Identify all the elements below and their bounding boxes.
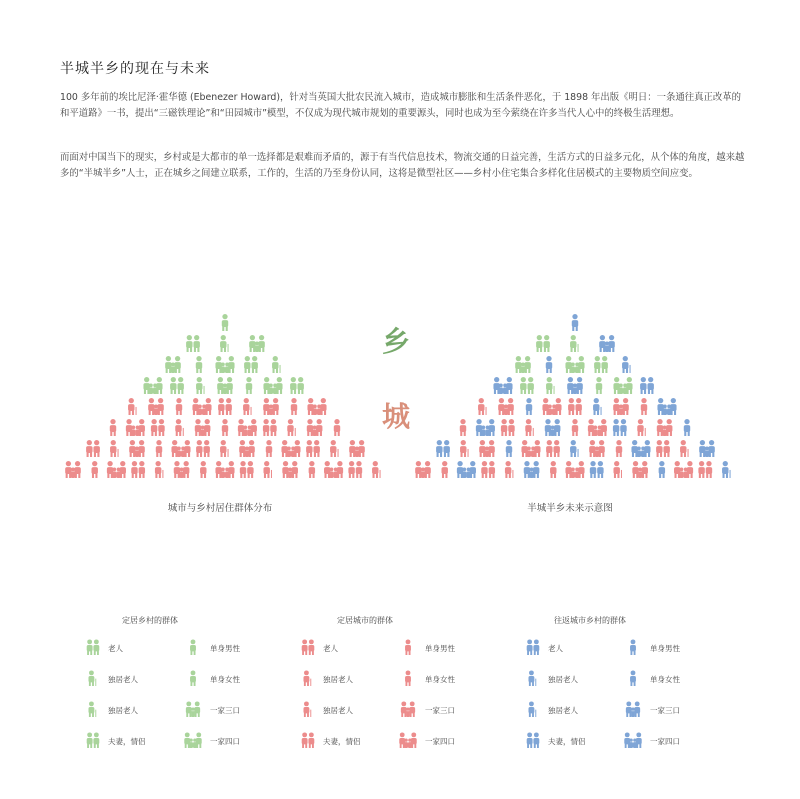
rural-label: 乡 bbox=[382, 325, 411, 358]
legend-icon bbox=[295, 697, 321, 719]
legend-glyph bbox=[528, 670, 536, 686]
current-distribution-pyramid bbox=[60, 300, 390, 485]
population-group bbox=[567, 377, 583, 394]
population-group bbox=[263, 419, 277, 436]
population-group bbox=[263, 377, 282, 394]
population-group bbox=[174, 461, 190, 478]
population-group bbox=[290, 377, 304, 394]
population-group bbox=[493, 377, 512, 394]
population-group bbox=[542, 398, 561, 415]
population-group bbox=[244, 356, 258, 373]
population-group bbox=[282, 461, 298, 478]
legend-icon bbox=[295, 666, 321, 688]
population-group bbox=[156, 440, 162, 457]
legend-icon bbox=[620, 728, 646, 750]
legend-glyph bbox=[88, 701, 96, 717]
legend-title: 往返城市乡村的群体 bbox=[554, 616, 626, 625]
population-group bbox=[165, 356, 181, 373]
population-group bbox=[479, 440, 495, 457]
legend-glyph bbox=[626, 701, 640, 717]
legend-icon bbox=[620, 635, 646, 657]
population-group bbox=[128, 398, 137, 415]
population-group bbox=[590, 461, 604, 478]
legend-label: 一家四口 bbox=[650, 737, 680, 746]
population-group bbox=[222, 419, 228, 436]
future-distribution-pyramid bbox=[410, 300, 740, 485]
population-group bbox=[175, 419, 184, 436]
legend-label: 夫妻，情侣 bbox=[108, 737, 146, 746]
legend-icon bbox=[520, 728, 546, 750]
population-group bbox=[546, 356, 552, 373]
legend-icon bbox=[180, 666, 206, 688]
population-group bbox=[249, 335, 265, 352]
legend-glyph bbox=[88, 670, 96, 686]
population-group bbox=[218, 398, 232, 415]
legend-icon bbox=[520, 697, 546, 719]
legend-icon bbox=[520, 666, 546, 688]
population-group bbox=[246, 377, 252, 394]
population-group bbox=[334, 419, 340, 436]
legend-label: 单身女性 bbox=[210, 675, 240, 684]
population-group bbox=[291, 398, 297, 415]
legend-glyph bbox=[302, 732, 315, 748]
legend-icon bbox=[180, 697, 206, 719]
population-group bbox=[545, 419, 561, 436]
population-group bbox=[613, 461, 622, 478]
population-group bbox=[170, 377, 184, 394]
legend-icon bbox=[80, 635, 106, 657]
legend-glyph bbox=[401, 701, 415, 717]
population-group bbox=[171, 440, 190, 457]
legend-glyph bbox=[184, 732, 201, 748]
legend-glyph bbox=[87, 639, 100, 655]
legend-glyph bbox=[527, 732, 540, 748]
legend-glyph bbox=[399, 732, 416, 748]
legend-label: 一家三口 bbox=[425, 706, 455, 715]
legend-icon bbox=[80, 697, 106, 719]
population-group bbox=[222, 314, 228, 331]
population-group bbox=[657, 419, 673, 436]
population-group bbox=[110, 440, 119, 457]
legend-title: 定居乡村的群体 bbox=[122, 616, 178, 625]
population-group bbox=[565, 461, 584, 478]
population-group bbox=[632, 461, 648, 478]
population-group bbox=[572, 419, 578, 436]
legend-glyph bbox=[190, 639, 196, 655]
legend-title: 定居城市的群体 bbox=[337, 616, 393, 625]
legend-label: 单身男性 bbox=[425, 644, 455, 653]
population-group bbox=[151, 419, 165, 436]
legend-label: 独居老人 bbox=[108, 675, 138, 684]
legend-icon bbox=[180, 635, 206, 657]
intro-paragraph: 100 多年前的埃比尼泽·霍华德 (Ebenezer Howard)，针对当英国大批农民流入城市，造成城市膨胀和生活条件恶化，于 1898 年出版《明日：一条通往真正改革的和平道路》一书，提出“三磁铁理论”和“田园城市”模型，不仅成为现代城市规划的重要源头，同时也成为至今萦绕在许多当代人心中的终极生活理想。 bbox=[60, 92, 742, 119]
population-group bbox=[196, 440, 210, 457]
population-group bbox=[348, 461, 362, 478]
population-group bbox=[613, 419, 627, 436]
population-group bbox=[659, 461, 665, 478]
population-group bbox=[372, 461, 381, 478]
legend-label: 独居老人 bbox=[323, 706, 353, 715]
population-group bbox=[525, 419, 534, 436]
population-group bbox=[684, 419, 690, 436]
legend-label: 夫妻，情侣 bbox=[548, 737, 586, 746]
population-group bbox=[546, 440, 560, 457]
population-group bbox=[526, 398, 532, 415]
population-group bbox=[238, 419, 257, 436]
population-group bbox=[674, 461, 693, 478]
population-group bbox=[501, 419, 515, 436]
legend-glyph bbox=[302, 639, 315, 655]
population-group bbox=[481, 461, 495, 478]
population-group bbox=[195, 419, 211, 436]
population-group bbox=[476, 419, 495, 436]
population-group bbox=[129, 440, 145, 457]
legend-icon bbox=[295, 635, 321, 657]
legend-label: 一家四口 bbox=[210, 737, 240, 746]
legend-icon bbox=[80, 728, 106, 750]
legend-icon bbox=[395, 728, 421, 750]
population-group bbox=[192, 398, 211, 415]
legend-label: 老人 bbox=[108, 644, 123, 653]
legend-icon bbox=[80, 666, 106, 688]
legend-glyph bbox=[190, 670, 196, 686]
legend-label: 夫妻，情侣 bbox=[323, 737, 361, 746]
population-group bbox=[637, 419, 646, 436]
legend-icon bbox=[620, 697, 646, 719]
population-group bbox=[599, 335, 615, 352]
population-group bbox=[131, 461, 145, 478]
legend-icon bbox=[295, 728, 321, 750]
legend-glyph bbox=[405, 639, 411, 655]
population-group bbox=[572, 314, 578, 331]
legend-label: 独居老人 bbox=[548, 706, 578, 715]
left-pyramid-caption: 城市与乡村居住群体分布 bbox=[167, 503, 273, 514]
population-group bbox=[240, 461, 254, 478]
population-group bbox=[200, 461, 206, 478]
population-group bbox=[441, 461, 447, 478]
population-group bbox=[570, 335, 579, 352]
population-group bbox=[640, 377, 654, 394]
population-group bbox=[155, 461, 164, 478]
right-pyramid-caption: 半城半乡未来示意图 bbox=[527, 503, 613, 514]
population-group bbox=[309, 461, 315, 478]
population-group bbox=[524, 461, 540, 478]
legend-icon bbox=[395, 697, 421, 719]
population-group bbox=[239, 440, 255, 457]
legend-icon bbox=[620, 666, 646, 688]
legend-label: 单身女性 bbox=[425, 675, 455, 684]
population-group bbox=[613, 377, 632, 394]
population-group bbox=[505, 461, 514, 478]
legend-label: 单身女性 bbox=[650, 675, 680, 684]
population-group bbox=[307, 398, 326, 415]
population-group bbox=[281, 440, 300, 457]
population-group bbox=[699, 440, 715, 457]
legend-label: 一家三口 bbox=[650, 706, 680, 715]
population-group bbox=[148, 398, 164, 415]
legend-label: 独居老人 bbox=[108, 706, 138, 715]
legend-glyph bbox=[527, 639, 540, 655]
population-group bbox=[521, 440, 540, 457]
population-group bbox=[588, 419, 607, 436]
population-group bbox=[641, 398, 647, 415]
legend-icon bbox=[180, 728, 206, 750]
legend-glyph bbox=[87, 732, 100, 748]
population-group bbox=[287, 419, 296, 436]
population-group bbox=[349, 440, 365, 457]
population-group bbox=[722, 461, 731, 478]
population-group bbox=[478, 398, 487, 415]
legend-glyph bbox=[630, 639, 636, 655]
population-group bbox=[266, 440, 272, 457]
population-group bbox=[176, 398, 182, 415]
legend-label: 单身男性 bbox=[650, 644, 680, 653]
legend-glyph bbox=[630, 670, 636, 686]
legend-label: 一家四口 bbox=[425, 737, 455, 746]
legend-glyph bbox=[528, 701, 536, 717]
population-group bbox=[498, 398, 514, 415]
population-group bbox=[616, 440, 622, 457]
population-group bbox=[263, 461, 272, 478]
legend-glyph bbox=[624, 732, 641, 748]
population-group bbox=[330, 440, 339, 457]
legend-glyph bbox=[186, 701, 200, 717]
legend-glyph bbox=[405, 670, 411, 686]
population-group bbox=[546, 377, 555, 394]
population-group bbox=[613, 398, 629, 415]
population-group bbox=[243, 398, 252, 415]
population-group bbox=[217, 377, 233, 394]
population-group bbox=[656, 440, 670, 457]
page-title: 半城半乡的现在与未来 bbox=[60, 61, 210, 77]
population-group bbox=[220, 440, 229, 457]
population-group bbox=[186, 335, 200, 352]
population-group bbox=[306, 440, 320, 457]
legend-label: 一家三口 bbox=[210, 706, 240, 715]
population-group bbox=[196, 377, 205, 394]
population-group bbox=[657, 398, 676, 415]
urban-label: 城 bbox=[382, 400, 411, 433]
legend-label: 单身男性 bbox=[210, 644, 240, 653]
population-group bbox=[215, 461, 234, 478]
population-group bbox=[324, 461, 343, 478]
population-group bbox=[215, 356, 234, 373]
population-group bbox=[506, 440, 512, 457]
population-group bbox=[565, 356, 584, 373]
legend-label: 老人 bbox=[323, 644, 338, 653]
population-group bbox=[110, 419, 116, 436]
population-group bbox=[589, 440, 605, 457]
context-paragraph: 而面对中国当下的现实，乡村或是大都市的单一选择都是艰难而矛盾的，源于有当代信息技术，物流交通的日益完善，生活方式的日益多元化，从个体的角度，越来越多的“半城半乡”人士，正在城乡之间建立联系，工作的，生活的乃至身份认同，这将是微型社区——乡村小住宅集合多样化住居模式的主要物质空间应变。 bbox=[60, 152, 745, 179]
population-group bbox=[570, 440, 579, 457]
population-group bbox=[460, 419, 466, 436]
population-group bbox=[107, 461, 126, 478]
legend-glyph bbox=[303, 701, 311, 717]
population-group bbox=[593, 398, 602, 415]
population-group bbox=[436, 440, 450, 457]
population-group bbox=[698, 461, 712, 478]
population-group bbox=[91, 461, 97, 478]
legend-label: 独居老人 bbox=[323, 675, 353, 684]
population-group bbox=[536, 335, 550, 352]
population-group bbox=[126, 419, 145, 436]
population-group bbox=[596, 377, 602, 394]
population-group bbox=[196, 356, 202, 373]
population-group bbox=[307, 419, 323, 436]
population-group bbox=[550, 461, 556, 478]
population-group bbox=[415, 461, 431, 478]
legend-label: 独居老人 bbox=[548, 675, 578, 684]
population-group bbox=[515, 356, 531, 373]
population-group bbox=[622, 356, 631, 373]
legend-icon bbox=[395, 635, 421, 657]
population-group bbox=[631, 440, 650, 457]
population-group bbox=[272, 356, 281, 373]
population-group bbox=[86, 440, 100, 457]
population-group bbox=[520, 377, 534, 394]
population-group bbox=[263, 398, 279, 415]
population-group bbox=[220, 335, 229, 352]
population-group bbox=[460, 440, 469, 457]
legend-icon bbox=[520, 635, 546, 657]
population-group bbox=[143, 377, 162, 394]
population-group bbox=[568, 398, 582, 415]
population-group bbox=[457, 461, 476, 478]
legend-glyph bbox=[303, 670, 311, 686]
population-group bbox=[594, 356, 608, 373]
legend-label: 老人 bbox=[548, 644, 563, 653]
legend-icon bbox=[395, 666, 421, 688]
population-group bbox=[680, 440, 689, 457]
population-group bbox=[65, 461, 81, 478]
